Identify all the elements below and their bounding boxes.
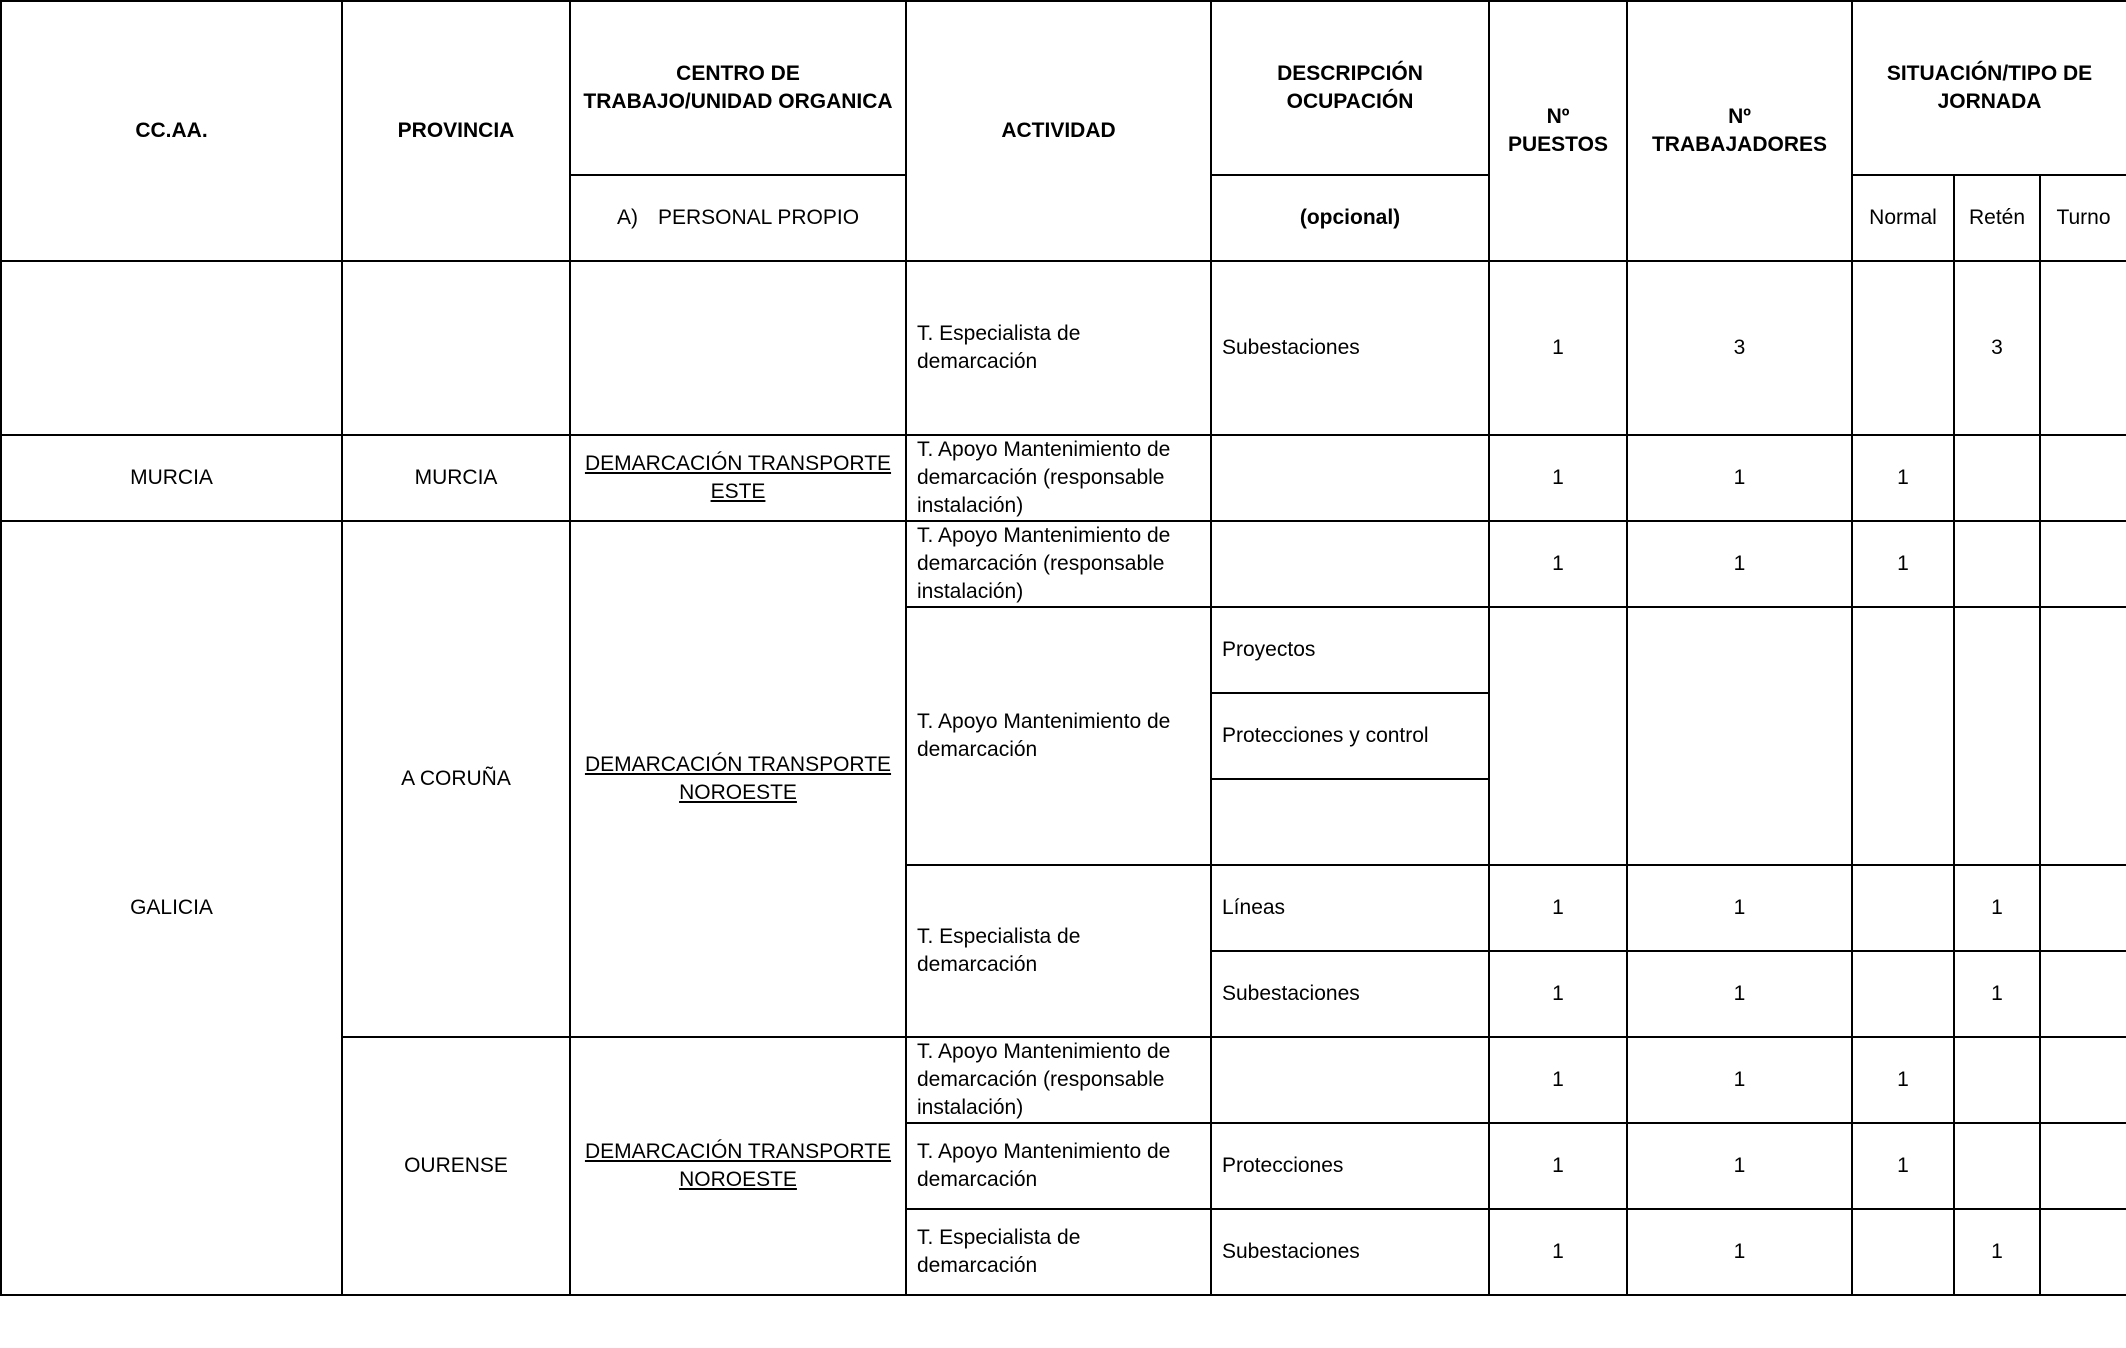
ccaa-cell: GALICIA — [1, 521, 342, 1295]
descripcion-cell: Subestaciones — [1211, 951, 1489, 1037]
actividad-cell: T. Especialista de demarcación — [906, 261, 1211, 435]
trabajadores-cell: 1 — [1627, 521, 1852, 607]
ccaa-cell: MURCIA — [1, 435, 342, 521]
table-row — [1, 261, 2126, 435]
personal-propio-label: PERSONAL PROPIO — [657, 206, 860, 229]
provincia-cell: OURENSE — [342, 1037, 570, 1295]
turno-cell — [2040, 261, 2126, 435]
puestos-cell: 1 — [1489, 865, 1627, 951]
reten-cell — [1954, 607, 2040, 865]
header-descripcion: DESCRIPCIÓN OCUPACIÓN — [1211, 1, 1489, 175]
centro-cell — [570, 1037, 906, 1295]
header-opcional: (opcional) — [1211, 175, 1489, 261]
provincia-cell: A CORUÑA — [342, 521, 570, 1037]
trabajadores-cell: 1 — [1627, 1037, 1852, 1123]
reten-cell — [1954, 435, 2040, 521]
header-centro: CENTRO DE TRABAJO/UNIDAD ORGANICA — [570, 1, 906, 175]
provincia-cell: MURCIA — [342, 435, 570, 521]
actividad-cell: T. Apoyo Mantenimiento de demarcación — [906, 607, 1211, 865]
trabajadores-cell: 1 — [1627, 1209, 1852, 1295]
header-personal-propio — [570, 175, 906, 261]
actividad-cell: T. Apoyo Mantenimiento de demarcación (responsable instalación) — [906, 435, 1211, 521]
normal-cell — [1852, 1209, 1954, 1295]
reten-cell: 1 — [1954, 951, 2040, 1037]
normal-cell — [1852, 261, 1954, 435]
descripcion-cell — [1211, 521, 1489, 607]
actividad-cell: T. Apoyo Mantenimiento de demarcación (responsable instalación) — [906, 521, 1211, 607]
reten-cell: 1 — [1954, 1209, 2040, 1295]
header-actividad: ACTIVIDAD — [906, 1, 1211, 261]
descripcion-cell — [1211, 1037, 1489, 1123]
turno-cell — [2040, 1209, 2126, 1295]
trabajadores-cell: 1 — [1627, 951, 1852, 1037]
ccaa-cell — [1, 261, 342, 435]
descripcion-cell: Líneas — [1211, 865, 1489, 951]
turno-cell — [2040, 1037, 2126, 1123]
descripcion-cell: Subestaciones — [1211, 261, 1489, 435]
table-row — [1, 435, 2126, 521]
list-prefix: A) — [616, 206, 638, 229]
actividad-cell: T. Apoyo Mantenimiento de demarcación — [906, 1123, 1211, 1209]
normal-cell: 1 — [1852, 1123, 1954, 1209]
turno-cell — [2040, 607, 2126, 865]
trabajadores-cell: 3 — [1627, 261, 1852, 435]
centro-link[interactable]: DEMARCACIÓN TRANSPORTE NOROESTE — [584, 753, 892, 804]
trabajadores-cell: 1 — [1627, 1123, 1852, 1209]
actividad-cell: T. Especialista de demarcación — [906, 1209, 1211, 1295]
turno-cell — [2040, 865, 2126, 951]
provincia-cell — [342, 261, 570, 435]
puestos-cell: 1 — [1489, 1037, 1627, 1123]
centro-cell — [570, 261, 906, 435]
reten-cell — [1954, 1037, 2040, 1123]
centro-cell — [570, 521, 906, 1037]
reten-cell: 1 — [1954, 865, 2040, 951]
normal-cell — [1852, 951, 1954, 1037]
actividad-cell: T. Especialista de demarcación — [906, 865, 1211, 1037]
descripcion-cell — [1211, 779, 1489, 865]
header-trabajadores: Nº TRABAJADORES — [1627, 1, 1852, 261]
reten-cell: 3 — [1954, 261, 2040, 435]
normal-cell: 1 — [1852, 521, 1954, 607]
puestos-cell: 1 — [1489, 1123, 1627, 1209]
trabajadores-cell — [1627, 607, 1852, 865]
turno-cell — [2040, 521, 2126, 607]
centro-cell — [570, 435, 906, 521]
centro-link[interactable]: DEMARCACIÓN TRANSPORTE NOROESTE — [584, 1140, 892, 1191]
turno-cell — [2040, 435, 2126, 521]
trabajadores-cell: 1 — [1627, 435, 1852, 521]
normal-cell — [1852, 607, 1954, 865]
centro-link[interactable]: DEMARCACIÓN TRANSPORTE ESTE — [584, 452, 892, 503]
reten-cell — [1954, 521, 2040, 607]
header-turno: Turno — [2040, 175, 2126, 261]
reten-cell — [1954, 1123, 2040, 1209]
header-ccaa: CC.AA. — [1, 1, 342, 261]
turno-cell — [2040, 951, 2126, 1037]
header-normal: Normal — [1852, 175, 1954, 261]
turno-cell — [2040, 1123, 2126, 1209]
puestos-cell: 1 — [1489, 1209, 1627, 1295]
puestos-cell: 1 — [1489, 261, 1627, 435]
puestos-cell: 1 — [1489, 521, 1627, 607]
header-puestos: Nº PUESTOS — [1489, 1, 1627, 261]
descripcion-cell: Protecciones y control — [1211, 693, 1489, 779]
descripcion-cell: Proyectos — [1211, 607, 1489, 693]
descripcion-cell: Subestaciones — [1211, 1209, 1489, 1295]
header-row — [1, 1, 2126, 175]
actividad-cell: T. Apoyo Mantenimiento de demarcación (responsable instalación) — [906, 1037, 1211, 1123]
descripcion-cell — [1211, 435, 1489, 521]
descripcion-cell: Protecciones — [1211, 1123, 1489, 1209]
puestos-cell — [1489, 607, 1627, 865]
trabajadores-cell: 1 — [1627, 865, 1852, 951]
normal-cell: 1 — [1852, 1037, 1954, 1123]
header-reten: Retén — [1954, 175, 2040, 261]
table-row — [1, 521, 2126, 607]
normal-cell: 1 — [1852, 435, 1954, 521]
puestos-cell: 1 — [1489, 435, 1627, 521]
normal-cell — [1852, 865, 1954, 951]
header-situacion: SITUACIÓN/TIPO DE JORNADA — [1852, 1, 2126, 175]
header-provincia: PROVINCIA — [342, 1, 570, 261]
puestos-cell: 1 — [1489, 951, 1627, 1037]
